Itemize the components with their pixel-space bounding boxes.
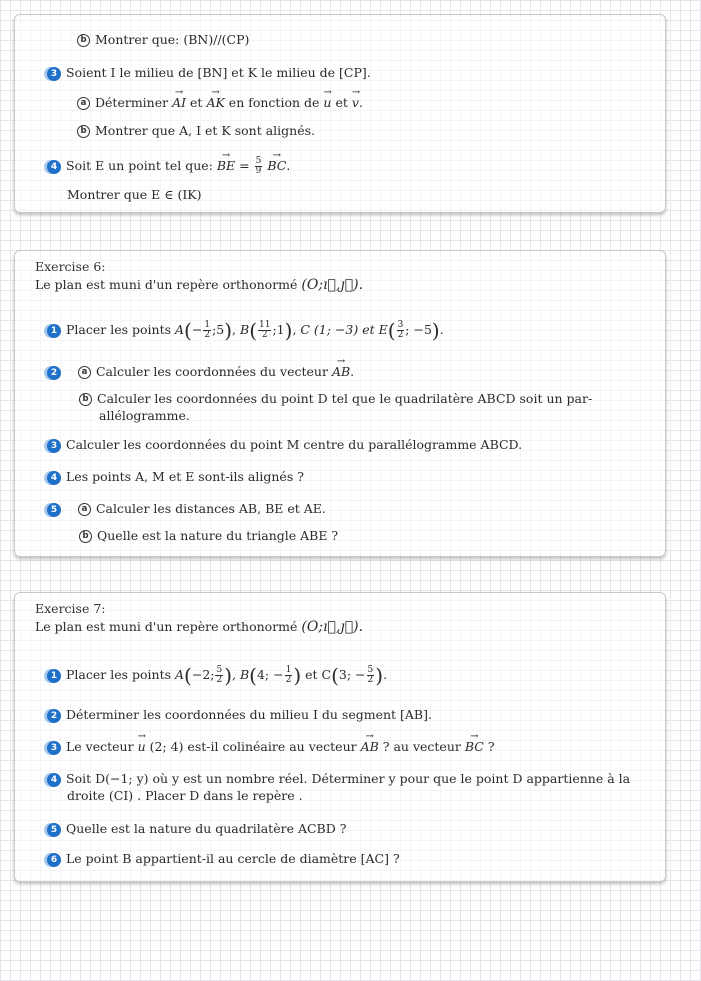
number-badge: 1	[47, 324, 61, 338]
numerator: 5	[255, 156, 262, 166]
question-5-2b	[77, 32, 249, 48]
numerator: 5	[367, 665, 374, 675]
equals-sign: =	[239, 158, 250, 173]
question-text: Soit E un point tel que:	[66, 158, 213, 173]
question-text: Montrer que E ∈ (IK)	[67, 187, 202, 202]
question-text: Calculer les distances AB, BE et AE.	[95, 501, 326, 516]
exercise-intro	[35, 277, 363, 293]
vector-bc: → BC	[267, 158, 286, 174]
paren-close: )	[224, 663, 233, 688]
fraction	[215, 666, 223, 685]
coordinate: −2;	[191, 667, 215, 682]
exercise-title: Exercise 7:	[35, 601, 106, 616]
question-5-3a	[77, 95, 363, 111]
question-text: .	[358, 95, 363, 110]
question-text: Placer les points	[66, 322, 172, 337]
question-text: Déterminer les coordonnées du milieu I du segment [AB].	[66, 707, 432, 722]
question-5-3b	[77, 123, 315, 139]
paren-open: (	[249, 663, 257, 688]
question-6-2b-cont: allélogramme.	[99, 408, 190, 423]
paren-open: (	[249, 318, 257, 343]
question-6-5b	[79, 528, 338, 544]
intro-text: Le plan est muni d'un repère orthonormé	[35, 619, 298, 634]
paren-open: (	[331, 663, 339, 688]
question-text: .	[286, 158, 291, 173]
question-7-4	[47, 771, 630, 787]
denominator: 2	[367, 675, 374, 685]
vector-ab: → AB	[332, 364, 350, 380]
denominator: 9	[255, 166, 262, 176]
point-c: C (1; −3) et	[300, 322, 375, 337]
fraction	[258, 321, 271, 340]
point-b: B	[240, 322, 250, 337]
number-badge: 3	[47, 67, 61, 81]
denominator: 2	[261, 330, 268, 340]
exercise-intro	[35, 619, 363, 635]
question-6-3	[47, 437, 522, 453]
fraction	[285, 666, 293, 685]
question-text: Soient I le milieu de [BN] et K le milieu de [CP].	[66, 65, 371, 80]
vector-ai: → AI	[172, 95, 186, 111]
vector-be: → BE	[217, 158, 235, 174]
question-6-2a	[47, 364, 354, 380]
coordinate: ; −5	[405, 322, 432, 337]
number-badge: 2	[47, 366, 61, 380]
vector-v: → v	[352, 95, 359, 111]
question-7-3	[47, 739, 495, 755]
question-text: Calculer les coordonnées du point M centre du parallélogramme ABCD.	[66, 437, 523, 452]
question-text: .	[383, 667, 388, 682]
exercise-6-card	[14, 250, 666, 557]
numerator: 11	[259, 320, 271, 330]
question-text: Montrer que: (BN)//(CP)	[95, 32, 250, 47]
number-badge: 4	[47, 773, 61, 787]
vector-bc: → BC	[465, 739, 484, 755]
denominator: 2	[397, 330, 404, 340]
question-6-1: 1 Placer les points A(− $\frac{1}{2}$ ;5), B( $\frac{11}{2}$ ;1), C (1; −3) et E( $\frac{3}{2}$ ; −5).	[47, 321, 444, 340]
exercise-5-card	[14, 14, 666, 213]
denominator: 2	[204, 330, 211, 340]
denominator: 2	[285, 675, 292, 685]
question-text: Déterminer	[95, 95, 169, 110]
paren-close: )	[293, 663, 302, 688]
question-text: Quelle est la nature du quadrilatère ACBD ?	[66, 821, 347, 836]
denominator: 2	[216, 675, 223, 685]
question-text: et	[190, 95, 203, 110]
question-text: Calculer les coordonnées du point D tel que le quadrilatère ABCD soit un par-	[97, 391, 593, 406]
number-badge: 2	[47, 709, 61, 723]
paren-open: (	[184, 318, 192, 343]
question-7-6	[47, 851, 400, 867]
coordinate: ;1	[272, 322, 285, 337]
fraction	[203, 321, 211, 340]
number-badge: 3	[47, 439, 61, 453]
paren-close: )	[284, 318, 293, 343]
point-b: , B	[232, 667, 250, 682]
question-7-4-cont: droite (CI) . Placer D dans le repère .	[67, 788, 303, 803]
numerator: 1	[204, 320, 211, 330]
question-text: en fonction de	[228, 95, 320, 110]
question-text: Les points A, M et E sont-ils alignés ?	[66, 469, 304, 484]
paren-close: )	[431, 318, 440, 343]
vector-u: → u	[138, 739, 146, 755]
number-badge: 3	[47, 741, 61, 755]
question-text: Calculer les coordonnées du vecteur	[95, 364, 328, 379]
fraction	[397, 321, 405, 340]
question-text: Le vecteur	[66, 739, 134, 754]
question-5-4-text	[67, 187, 202, 203]
question-6-5a	[47, 501, 326, 517]
question-5-4	[47, 157, 290, 176]
intro-text: Le plan est muni d'un repère orthonormé	[35, 277, 298, 292]
question-text: ?	[487, 739, 495, 754]
sub-badge: a	[77, 97, 90, 110]
point-a: A	[175, 667, 185, 682]
fraction	[367, 666, 375, 685]
exercise-title: Exercise 6:	[35, 259, 106, 274]
sub-badge: a	[78, 503, 91, 516]
paren-open: (	[387, 318, 396, 343]
point-e: E	[378, 322, 388, 337]
numerator: 3	[397, 320, 404, 330]
question-text: Placer les points	[66, 667, 172, 682]
number-badge: 5	[47, 823, 61, 837]
fraction	[255, 157, 263, 176]
question-text: Montrer que A, I et K sont alignés.	[95, 123, 316, 138]
number-badge: 5	[47, 503, 61, 517]
exercise-7-card	[14, 592, 666, 882]
paren-open: (	[184, 663, 192, 688]
vector-ab: → AB	[361, 739, 379, 755]
numerator: 1	[285, 665, 292, 675]
question-text: Quelle est la nature du triangle ABE ?	[97, 528, 339, 543]
sub-badge: a	[78, 366, 91, 379]
point-c: et C	[305, 667, 332, 682]
sub-badge: b	[77, 125, 90, 138]
paren-close: )	[224, 318, 233, 343]
numerator: 5	[216, 665, 223, 675]
number-badge: 4	[47, 471, 61, 485]
number-badge: 6	[47, 853, 61, 867]
sub-badge: b	[79, 530, 92, 543]
question-text: et	[335, 95, 348, 110]
vector-u: → u	[323, 95, 331, 111]
frame-notation: (O;ı⃗,ȷ⃗).	[301, 277, 364, 293]
question-6-4	[47, 469, 304, 485]
question-5-3	[47, 65, 371, 81]
sub-badge: b	[79, 393, 92, 406]
sub-badge: b	[77, 34, 90, 47]
vector-ak: → AK	[206, 95, 224, 111]
question-7-2	[47, 707, 432, 723]
question-text: Soit D(−1; y) où y est un nombre réel. Déterminer y pour que le point D appartienne à la	[66, 771, 631, 786]
paren-close: )	[375, 663, 384, 688]
frame-notation: (O;ı⃗,ȷ⃗).	[301, 619, 364, 635]
question-text: ? au vecteur	[382, 739, 461, 754]
question-7-5	[47, 821, 346, 837]
question-7-1	[47, 663, 388, 688]
number-badge: 4	[47, 160, 61, 174]
coordinate: ;5	[212, 322, 225, 337]
question-text: .	[350, 364, 355, 379]
coordinate: 3; −	[338, 667, 366, 682]
point-a: A	[175, 322, 185, 337]
question-text: Le point B appartient-il au cercle de diamètre [AC] ?	[66, 851, 400, 866]
question-text: .	[439, 322, 444, 337]
question-6-2b	[79, 391, 592, 407]
coordinate: 4; −	[256, 667, 284, 682]
question-text: (2; 4) est-il colinéaire au vecteur	[149, 739, 357, 754]
number-badge: 1	[47, 669, 61, 683]
